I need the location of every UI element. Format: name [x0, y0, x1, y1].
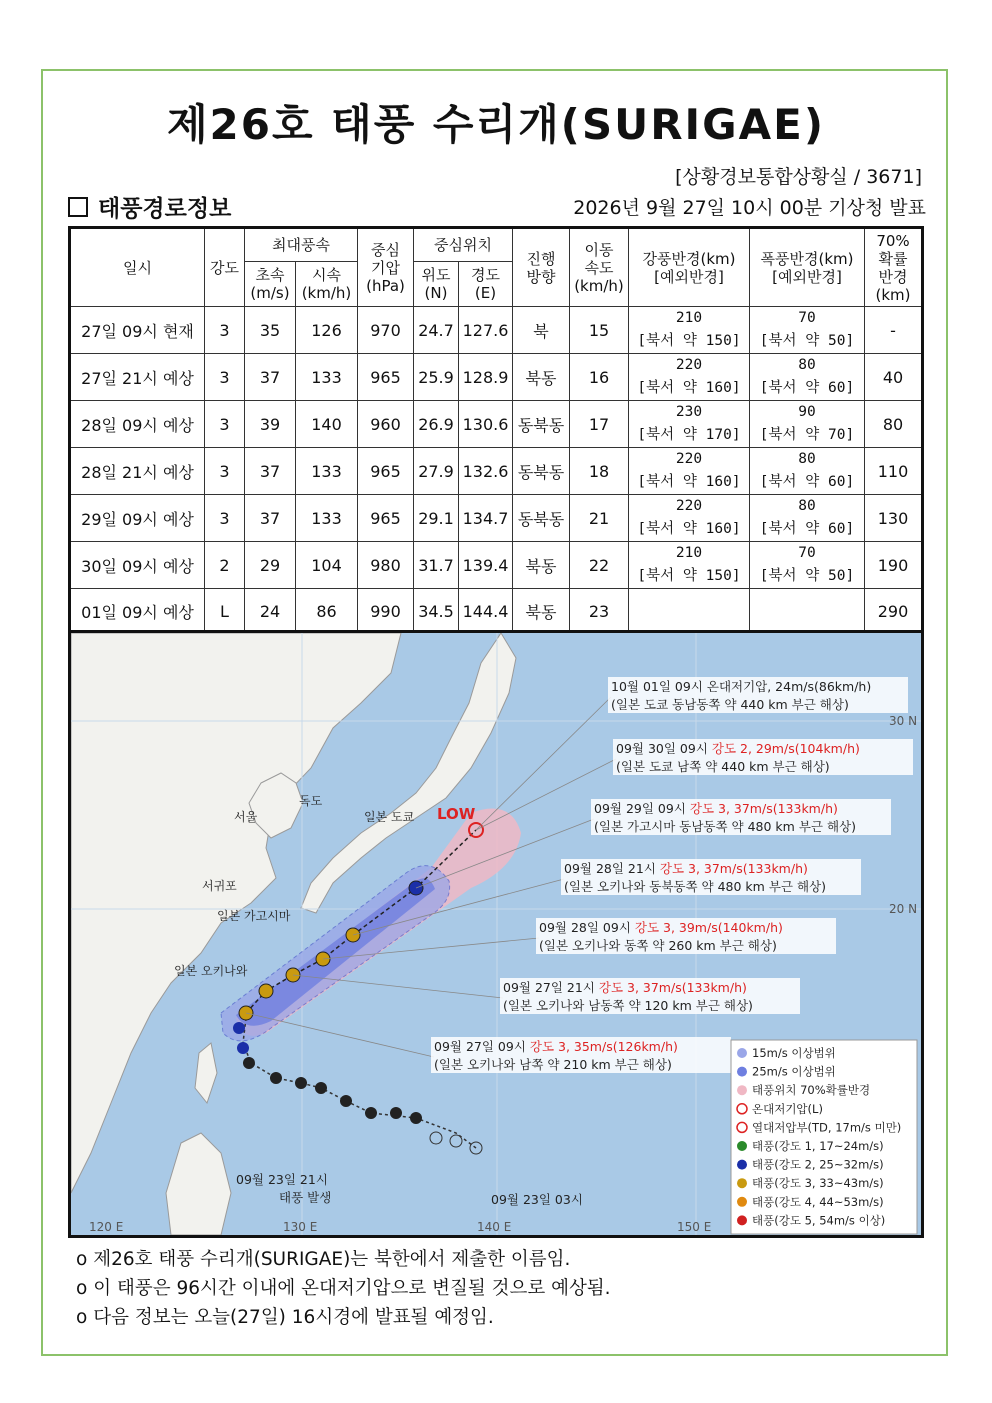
cell-hpa: 965 [358, 448, 414, 495]
cell-storm [750, 589, 865, 636]
callout-line-2: (일본 오키나와 남쪽 약 210 km 부근 해상) [434, 1057, 672, 1072]
header-prob-radius: 70% 확률 반경 (km) [865, 228, 923, 307]
strong-exception: [북서 약 170] [637, 427, 741, 443]
cell-strong [629, 542, 750, 589]
cell-intensity: 3 [205, 448, 245, 495]
callout-intensity: 강도 3, 37m/s(133km/h) [689, 801, 838, 816]
cell-strong [629, 401, 750, 448]
callout-line-1 [503, 980, 747, 995]
callout-line-1 [434, 1039, 678, 1054]
callout-line-1 [594, 801, 838, 816]
typhoon-1-icon [243, 1057, 255, 1069]
cell-prob: 130 [865, 495, 923, 542]
page-title: 제26호 태풍 수리개(SURIGAE) [166, 100, 826, 149]
typhoon-1-icon [390, 1107, 402, 1119]
cell-lon: 132.6 [459, 448, 513, 495]
cell-prob: 80 [865, 401, 923, 448]
cell-ms: 37 [245, 448, 296, 495]
callout-time: 09월 27일 09시 [434, 1039, 530, 1054]
grid-label-150e: 150 E [677, 1220, 712, 1234]
cell-dir: 동북동 [513, 401, 570, 448]
header-speed: 이동 속도 (km/h) [570, 228, 629, 307]
grid-label-140e: 140 E [477, 1220, 512, 1234]
cell-dir: 동북동 [513, 495, 570, 542]
cell-time: 29일 09시 예상 [70, 495, 205, 542]
note-3: o 다음 정보는 오늘(27일) 16시경에 발표될 예정임. [76, 1307, 494, 1328]
cell-time: 01일 09시 예상 [70, 589, 205, 636]
cell-hpa: 965 [358, 495, 414, 542]
wind-25ms-area [236, 878, 435, 1025]
header-strong-radius: 강풍반경(km) [예외반경] [629, 228, 750, 307]
cell-lat: 34.5 [414, 589, 459, 636]
cell-lon: 127.6 [459, 307, 513, 354]
cell-time: 27일 09시 현재 [70, 307, 205, 354]
table-row [70, 401, 923, 448]
cell-lat: 31.7 [414, 542, 459, 589]
genesis-label-2: 태풍 발생 [279, 1190, 332, 1205]
strong-exception: [북서 약 160] [637, 474, 741, 490]
cell-speed: 16 [570, 354, 629, 401]
header-time: 일시 [70, 228, 205, 307]
callout-time: 10월 01일 09시 온대저기압, 24m/s(86km/h) [611, 679, 872, 694]
cell-intensity: 3 [205, 401, 245, 448]
cell-lon: 134.7 [459, 495, 513, 542]
callout-intensity: 강도 3, 39m/s(140km/h) [634, 920, 783, 935]
header-max-wind: 최대풍속 [245, 228, 358, 262]
storm-exception: [북서 약 60] [759, 521, 855, 537]
header-lat: 위도 (N) [414, 262, 459, 307]
office-label: [상황경보통합상황실 / 3671] [675, 166, 922, 188]
legend-swatch [737, 1160, 747, 1170]
checkbox-icon [68, 197, 88, 217]
header-center: 중심위치 [414, 228, 513, 262]
cell-speed: 15 [570, 307, 629, 354]
callout-time: 09월 27일 21시 [503, 980, 599, 995]
callout-time: 09월 28일 21시 [564, 861, 660, 876]
cell-lat: 25.9 [414, 354, 459, 401]
legend-label: 태풍위치 70%확률반경 [752, 1083, 871, 1098]
legend-label: 태풍(강도 2, 25~32m/s) [752, 1157, 884, 1172]
legend-label: 태풍(강도 4, 44~53m/s) [752, 1194, 884, 1209]
cell-hpa: 965 [358, 354, 414, 401]
storm-radius: 90 [798, 404, 816, 420]
header-intensity: 강도 [205, 228, 245, 307]
notes [76, 1245, 611, 1332]
cell-dir: 동북동 [513, 448, 570, 495]
cell-prob: - [865, 307, 923, 354]
typhoon-1-icon [295, 1077, 307, 1089]
cell-kmh: 104 [296, 542, 358, 589]
cell-time: 30일 09시 예상 [70, 542, 205, 589]
cell-speed: 23 [570, 589, 629, 636]
strong-radius: 230 [675, 404, 703, 420]
typhoon-1-icon [365, 1107, 377, 1119]
legend-label: 태풍(강도 5, 54m/s 이상) [752, 1213, 886, 1228]
tropical-depression-icon [430, 1132, 442, 1144]
cell-speed: 21 [570, 495, 629, 542]
cell-hpa: 980 [358, 542, 414, 589]
cell-storm [750, 307, 865, 354]
strong-exception: [북서 약 160] [637, 521, 741, 537]
tropical-depression-icon [450, 1135, 462, 1147]
legend-swatch [737, 1085, 747, 1095]
callout-time: 09월 29일 09시 [594, 801, 690, 816]
grid-label-130e: 130 E [283, 1220, 318, 1234]
cell-dir: 북 [513, 307, 570, 354]
cell-lat: 27.9 [414, 448, 459, 495]
cell-intensity: L [205, 589, 245, 636]
cell-time: 28일 09시 예상 [70, 401, 205, 448]
callout-line-2: (일본 오키나와 동쪽 약 260 km 부근 해상) [539, 938, 777, 953]
table-row [70, 354, 923, 401]
cell-intensity: 2 [205, 542, 245, 589]
cell-strong [629, 307, 750, 354]
place-tokyo: 일본 도쿄 [364, 810, 415, 824]
cell-kmh: 126 [296, 307, 358, 354]
cell-strong [629, 495, 750, 542]
cell-storm [750, 448, 865, 495]
callout-line-2: (일본 오키나와 남동쪽 약 120 km 부근 해상) [503, 998, 753, 1013]
storm-exception: [북서 약 50] [759, 568, 855, 584]
cell-speed: 22 [570, 542, 629, 589]
cell-prob: 110 [865, 448, 923, 495]
cell-hpa: 960 [358, 401, 414, 448]
cell-prob: 190 [865, 542, 923, 589]
place-dokdo: 독도 [299, 794, 323, 808]
cell-ms: 37 [245, 495, 296, 542]
storm-radius: 80 [798, 451, 816, 467]
legend-swatch [737, 1067, 747, 1077]
strong-radius: 210 [675, 310, 703, 326]
strong-radius: 210 [675, 545, 703, 561]
storm-radius: 80 [798, 498, 816, 514]
header-storm-radius: 폭풍반경(km) [예외반경] [750, 228, 865, 307]
table-row [70, 448, 923, 495]
cell-strong [629, 354, 750, 401]
cell-kmh: 86 [296, 589, 358, 636]
cell-dir: 북동 [513, 354, 570, 401]
cell-lat: 29.1 [414, 495, 459, 542]
cell-intensity: 3 [205, 307, 245, 354]
track-map [68, 630, 924, 1238]
storm-exception: [북서 약 60] [759, 474, 855, 490]
table-row [70, 495, 923, 542]
legend-swatch [737, 1178, 747, 1188]
table-row [70, 307, 923, 354]
cell-kmh: 140 [296, 401, 358, 448]
place-seogwipo: 서귀포 [202, 879, 237, 893]
cell-speed: 18 [570, 448, 629, 495]
strong-exception: [북서 약 160] [637, 380, 741, 396]
callout-line-2: (일본 도쿄 남쪽 약 440 km 부근 해상) [616, 759, 830, 774]
storm-radius: 70 [798, 310, 816, 326]
grid-label-30n: 30 N [889, 714, 918, 728]
cell-lon: 139.4 [459, 542, 513, 589]
header-direction: 진행 방향 [513, 228, 570, 307]
cell-lat: 26.9 [414, 401, 459, 448]
table-row [70, 589, 923, 636]
callout-intensity: 강도 3, 37m/s(133km/h) [598, 980, 747, 995]
cell-storm [750, 354, 865, 401]
low-label: LOW [437, 805, 476, 823]
callout-line-2: (일본 도쿄 동남동쪽 약 440 km 부근 해상) [611, 697, 849, 712]
cell-dir: 북동 [513, 589, 570, 636]
legend-label: 태풍(강도 3, 33~43m/s) [752, 1176, 884, 1191]
cell-dir: 북동 [513, 542, 570, 589]
typhoon-1-icon [340, 1095, 352, 1107]
callout-time: 09월 28일 09시 [539, 920, 635, 935]
header-wind-ms: 초속 (m/s) [245, 262, 296, 307]
legend-label: 태풍(강도 1, 17~24m/s) [752, 1139, 884, 1153]
section-title: 태풍경로정보 [98, 196, 232, 222]
callout-intensity: 강도 3, 35m/s(126km/h) [529, 1039, 678, 1054]
typhoon-2-icon [233, 1022, 245, 1034]
legend-label: 온대저기압(L) [752, 1101, 823, 1116]
cell-ms: 35 [245, 307, 296, 354]
table-row [70, 542, 923, 589]
strong-exception: [북서 약 150] [637, 568, 741, 584]
storm-exception: [북서 약 70] [759, 427, 855, 443]
section-heading [68, 190, 231, 223]
legend-label: 15m/s 이상범위 [752, 1046, 836, 1060]
cell-kmh: 133 [296, 495, 358, 542]
storm-exception: [북서 약 60] [759, 380, 855, 396]
cell-time: 28일 21시 예상 [70, 448, 205, 495]
note-2: o 이 태풍은 96시간 이내에 온대저기압으로 변질될 것으로 예상됨. [76, 1278, 611, 1299]
note-1: o 제26호 태풍 수리개(SURIGAE)는 북한에서 제출한 이름임. [76, 1249, 571, 1270]
storm-exception: [북서 약 50] [759, 333, 855, 349]
grid-label-120e: 120 E [89, 1220, 124, 1234]
start-label: 09월 23일 03시 [491, 1192, 583, 1207]
cell-intensity: 3 [205, 495, 245, 542]
cell-strong [629, 589, 750, 636]
cell-kmh: 133 [296, 354, 358, 401]
cell-ms: 24 [245, 589, 296, 636]
typhoon-3-icon [259, 984, 273, 998]
callout-time: 09월 30일 09시 [616, 741, 712, 756]
place-okinawa: 일본 오키나와 [174, 964, 248, 978]
callout-line-1 [616, 741, 860, 756]
cell-kmh: 133 [296, 448, 358, 495]
header-wind-kmh: 시속 (km/h) [296, 262, 358, 307]
legend-label: 열대저압부(TD, 17m/s 미만) [752, 1120, 902, 1135]
callout-intensity: 강도 3, 37m/s(133km/h) [659, 861, 808, 876]
grid-label-20n: 20 N [889, 902, 918, 916]
legend-swatch [737, 1197, 747, 1207]
cell-speed: 17 [570, 401, 629, 448]
typhoon-1-icon [410, 1112, 422, 1124]
callout-line-1 [539, 920, 783, 935]
legend-swatch [737, 1215, 747, 1225]
cell-lon: 130.6 [459, 401, 513, 448]
callout-line-1 [564, 861, 808, 876]
place-kagoshima: 일본 가고시마 [217, 909, 291, 923]
cell-hpa: 990 [358, 589, 414, 636]
callout-line-2: (일본 가고시마 동남동쪽 약 480 km 부근 해상) [594, 819, 856, 834]
cell-storm [750, 495, 865, 542]
cell-storm [750, 401, 865, 448]
track-table [68, 226, 924, 637]
strong-radius: 220 [675, 357, 703, 373]
strong-radius: 220 [675, 451, 703, 467]
strong-radius: 220 [675, 498, 703, 514]
typhoon-1-icon [270, 1072, 282, 1084]
typhoon-1-icon [315, 1082, 327, 1094]
cell-ms: 37 [245, 354, 296, 401]
legend-swatch [737, 1048, 747, 1058]
cell-intensity: 3 [205, 354, 245, 401]
land-philippines [166, 1133, 231, 1235]
genesis-label-1: 09월 23일 21시 [236, 1172, 328, 1187]
place-seoul: 서울 [234, 810, 258, 824]
callout-intensity: 강도 2, 29m/s(104km/h) [711, 741, 860, 756]
track-map-svg [71, 633, 921, 1235]
header-pressure: 중심 기압 (hPa) [358, 228, 414, 307]
cell-storm [750, 542, 865, 589]
header-lon: 경도 (E) [459, 262, 513, 307]
strong-exception: [북서 약 150] [637, 333, 741, 349]
cell-hpa: 970 [358, 307, 414, 354]
callout-leader [246, 1013, 434, 1057]
legend-label: 25m/s 이상범위 [752, 1064, 836, 1079]
cell-ms: 29 [245, 542, 296, 589]
storm-radius: 70 [798, 545, 816, 561]
issued-time: 2026년 9월 27일 10시 00분 기상청 발표 [573, 197, 926, 219]
cell-lon: 128.9 [459, 354, 513, 401]
cell-lon: 144.4 [459, 589, 513, 636]
typhoon-2-icon [237, 1042, 249, 1054]
cell-prob: 290 [865, 589, 923, 636]
cell-strong [629, 448, 750, 495]
cell-time: 27일 21시 예상 [70, 354, 205, 401]
storm-radius: 80 [798, 357, 816, 373]
land-taiwan [195, 1043, 217, 1103]
cell-ms: 39 [245, 401, 296, 448]
callout-line-2: (일본 오키나와 동북동쪽 약 480 km 부근 해상) [564, 879, 826, 894]
legend [731, 1040, 917, 1234]
cell-lat: 24.7 [414, 307, 459, 354]
cell-prob: 40 [865, 354, 923, 401]
legend-swatch [737, 1141, 747, 1151]
callout-line-1 [611, 679, 871, 694]
